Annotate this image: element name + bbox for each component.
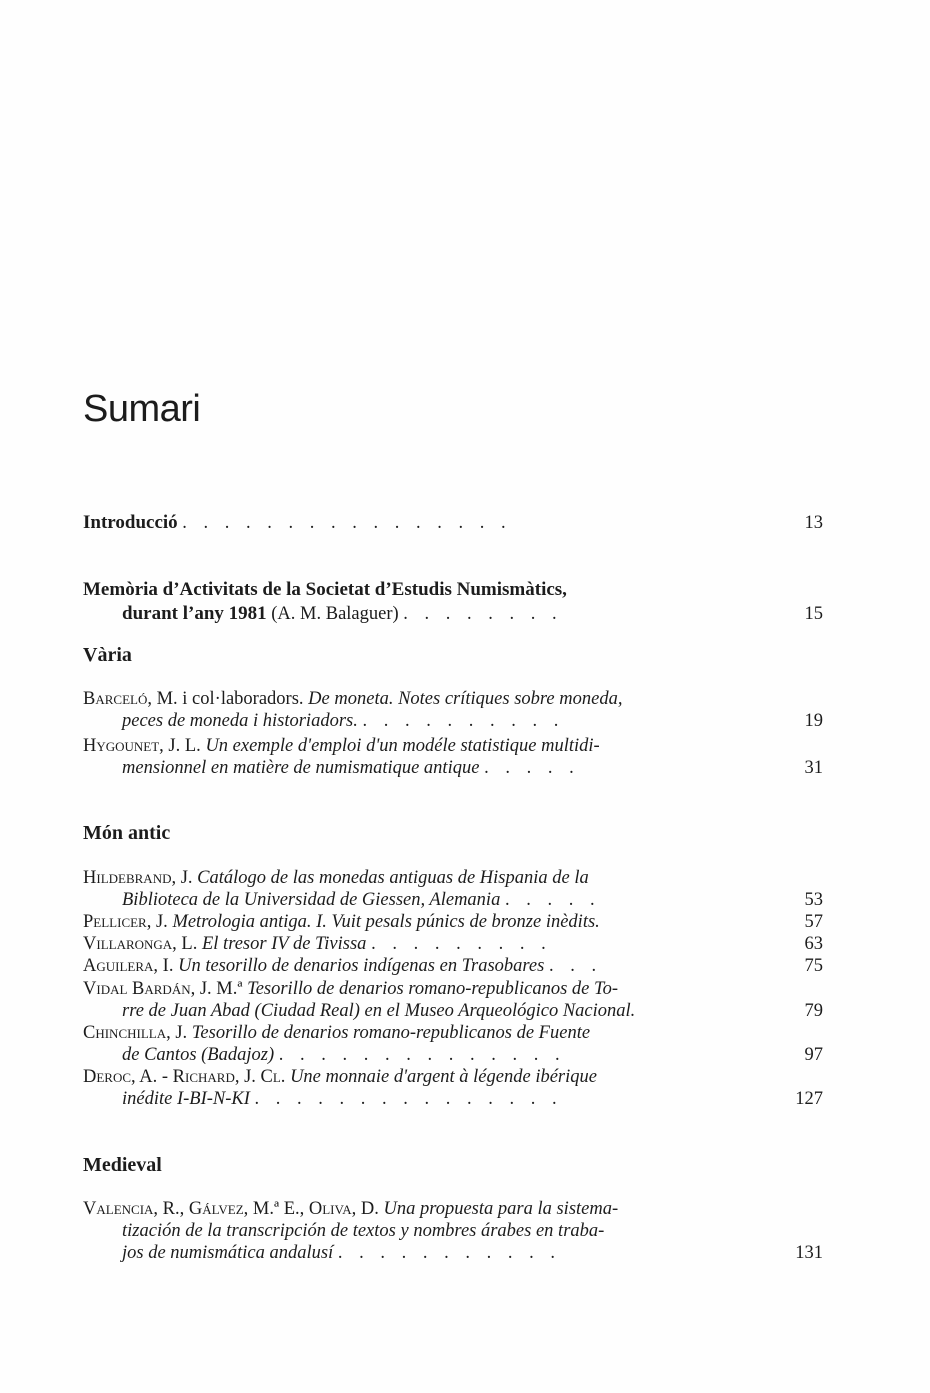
section-heading-varia: Vària [83, 644, 132, 666]
toc-entry-valencia-line2[interactable]: tización de la transcripción de textos y nombres árabes en traba- [122, 1221, 605, 1241]
toc-entry-chinchilla-line1[interactable]: Chinchilla, J. Tesorillo de denarios romano-republicanos de Fuente [83, 1023, 591, 1043]
page-number: 13 [804, 513, 823, 533]
toc-entry-vidal-line1[interactable]: Vidal Bardán, J. M.ª Tesorillo de denarios romano-republicanos de To- [83, 979, 618, 999]
page-number: 79 [804, 1001, 823, 1021]
page-number: 131 [795, 1243, 823, 1263]
page-number: 127 [795, 1089, 823, 1109]
toc-entry-valencia-line1[interactable]: Valencia, R., Gálvez, M.ª E., Oliva, D. Una propuesta para la sistema- [83, 1199, 619, 1219]
page-number: 53 [804, 890, 823, 910]
page-number: 63 [804, 934, 823, 954]
toc-page: Sumari Introducció . . . . . . . . . . . . . . . . 13 Memòria d’Activitats de la Societat d’Estudis Numismàtics, durant l’any 1981 (A. M. Balaguer) . . . . . . . . 15 Vària Barceló, M. i col·laboradors. De moneta. Notes crítiques sobre moneda, peces de moneda i historiadors. . . . . . . . . . . 19 Hygounet, J. L. Un exemple d'emploi d'un modéle statistique multidi- mensionnel en matière de numismatique antique . . . . . 31 Món antic Hildebrand, J. Catálogo de las monedas antiguas de Hispania de la Biblioteca de la Universidad de Giessen, Alemania . . . . . 53 Pellicer, J. Metrologia antiga. I. Vuit pesals púnics de bronze inèdits. 57 Villaronga, L. El tresor IV de Tivissa . . . . . . . . . 63 Aguilera, I. Un tesorillo de denarios indígenas en Trasobares . . . 75 Vidal Bardán, J. M.ª Tesorillo de denarios romano-republicanos de To- rre de Juan Abad (Ciudad Real) en el Museo Arqueológico Nacional. 79 Chinchilla, J. Tesorillo de denarios romano-republicanos de Fuente de Cantos (Badajoz) . . . . . . . . . . . . . . 97 Deroc, A. - Richard, J. Cl. Une monnaie d'argent à légende ibérique inédite I-BI-N-KI . . . . . . . . . . . . . . . 127 Medieval Valencia, R., Gálvez, M.ª E., Oliva, D. Una propuesta para la sistema- tización de la transcripción de textos y nombres árabes en traba- jos de numismática andalusí . . . . . . . . . . . 131 [83, 388, 823, 1263]
section-heading-mon-antic: Món antic [83, 822, 171, 844]
toc-entry-deroc-line1[interactable]: Deroc, A. - Richard, J. Cl. Une monnaie d'argent à légende ibérique [83, 1067, 597, 1087]
toc-entry-barcelo-line1[interactable]: Barceló, M. i col·laboradors. De moneta. Notes crítiques sobre moneda, [83, 689, 623, 709]
page-number: 57 [804, 912, 823, 932]
page-number: 19 [804, 711, 823, 731]
page-number: 97 [804, 1045, 823, 1065]
page-number: 15 [804, 604, 823, 624]
section-heading-medieval: Medieval [83, 1154, 162, 1176]
page-number: 31 [804, 758, 823, 778]
page-title: Sumari [83, 388, 201, 430]
page-number: 75 [804, 956, 823, 976]
toc-entry-hygounet-line1[interactable]: Hygounet, J. L. Un exemple d'emploi d'un modéle statistique multidi- [83, 736, 600, 756]
toc-entry-memoria-line1[interactable]: Memòria d’Activitats de la Societat d’Estudis Numismàtics, [83, 579, 567, 600]
toc-entry-hildebrand-line1[interactable]: Hildebrand, J. Catálogo de las monedas antiguas de Hispania de la [83, 868, 589, 888]
